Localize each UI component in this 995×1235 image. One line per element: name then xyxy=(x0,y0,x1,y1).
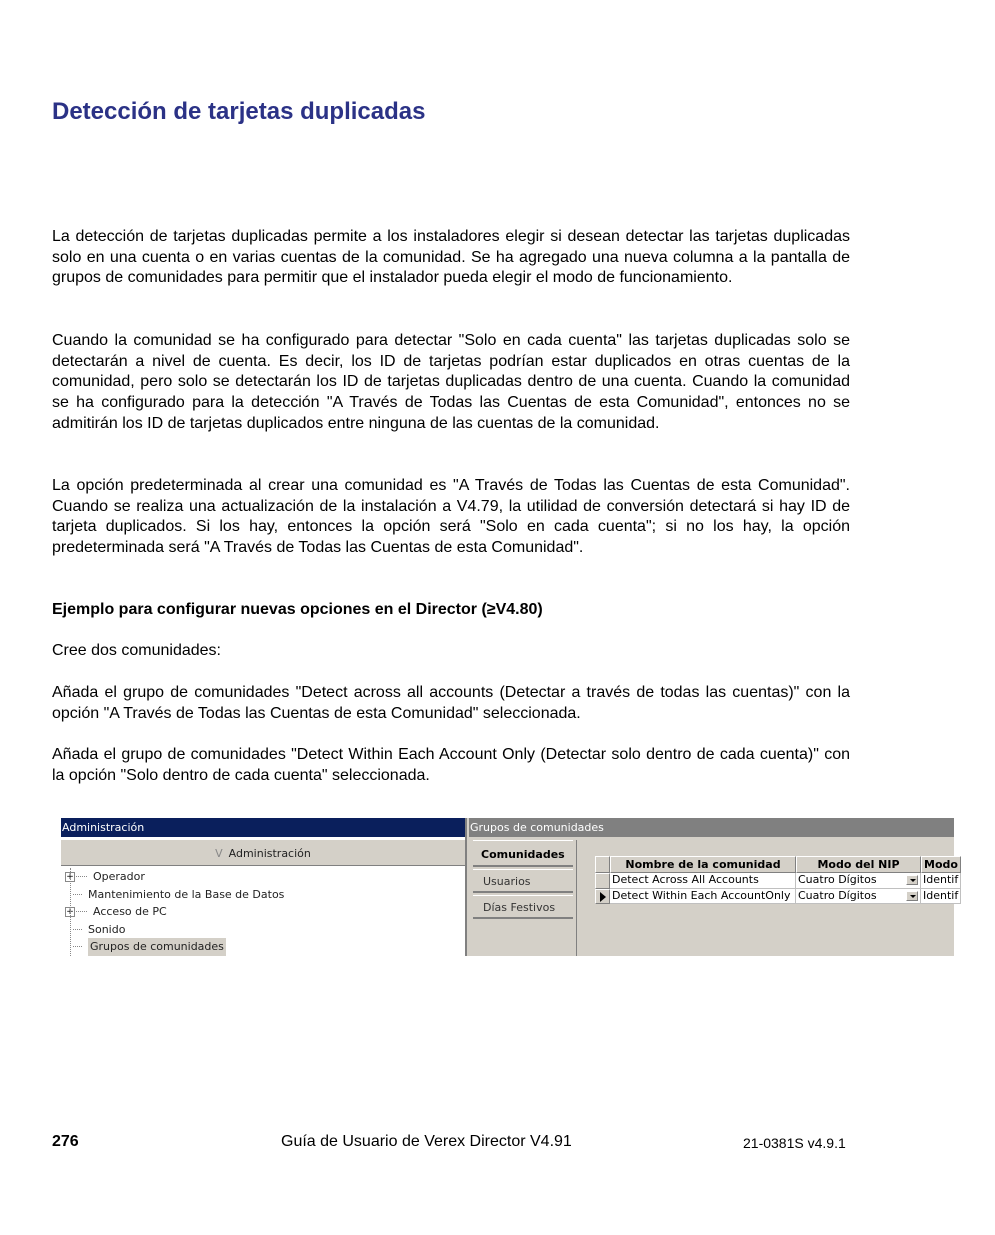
community-groups-titlebar: Grupos de comunidades xyxy=(469,818,954,837)
communities-grid xyxy=(595,856,995,904)
paragraph-add-within: Añada el grupo de comunidades "Detect Within Each Account Only (Detectar solo dentro de cada cuenta)" con la opción "Solo dentro de cada cuenta" seleccionada. xyxy=(52,746,850,784)
paragraph-default: La opción predeterminada al crear una comunidad es "A Través de Todas las Cuentas de esta Comunidad". Cuando se realiza una actualización de la instalación a V4.79, la utilidad de conversión detectará si hay ID de tarjeta duplicados. Si los hay, entonces la opción será "Solo en cada cuenta"; si no los hay, la opción predeterminada será "A Través de Todas las Cuentas de esta Comunidad". xyxy=(52,477,850,557)
grid-body xyxy=(595,873,995,904)
tree-item-label: Mantenimiento de la Base de Datos xyxy=(88,887,285,901)
row-selector[interactable] xyxy=(595,873,610,889)
current-row-pointer-icon xyxy=(600,892,606,902)
tab-dias-festivos[interactable]: Días Festivos xyxy=(473,895,573,919)
page-number: 276 xyxy=(52,1133,79,1150)
row-selector[interactable] xyxy=(595,889,610,905)
pin-mode-cell[interactable] xyxy=(796,889,921,905)
page-title: Detección de tarjetas duplicadas xyxy=(52,98,426,125)
admin-tree xyxy=(61,868,465,956)
column-header-mode[interactable]: Modo xyxy=(921,856,961,873)
community-name-cell[interactable]: Detect Within Each AccountOnly xyxy=(610,889,796,905)
dropdown-arrow-icon[interactable] xyxy=(906,875,918,885)
pin-mode-cell[interactable] xyxy=(796,873,921,889)
grid-corner xyxy=(595,856,610,873)
administration-header-label: Administración xyxy=(228,847,311,860)
tab-usuarios[interactable]: Usuarios xyxy=(473,869,573,893)
tree-item-label: Sonido xyxy=(88,922,126,936)
tree-connector-line xyxy=(70,868,71,956)
tree-item-label: Acceso de PC xyxy=(93,905,167,918)
dropdown-arrow-icon[interactable] xyxy=(906,891,918,901)
column-header-pin-mode[interactable]: Modo del NIP xyxy=(796,856,921,873)
paragraph-add-across: Añada el grupo de comunidades "Detect across all accounts (Detectar a través de todas las cuentas)" con la opción "A Través de Todas las Cuentas de esta Comunidad" seleccionada. xyxy=(52,684,850,722)
tab-comunidades[interactable]: Comunidades xyxy=(473,840,573,867)
side-tabs xyxy=(473,840,577,956)
tree-dots xyxy=(73,894,82,895)
tree-item-operador[interactable] xyxy=(65,868,465,886)
table-row[interactable] xyxy=(595,873,995,889)
administration-header-button[interactable] xyxy=(61,839,465,866)
tree-item-sonido[interactable] xyxy=(65,921,465,939)
paragraph-intro: La detección de tarjetas duplicadas permite a los instaladores elegir si desean detectar las tarjetas duplicadas solo en una cuenta o en varias cuentas de la comunidad. Se ha agregado una nueva columna a la pantalla de grupos de comunidades para permitir que el instalador pueda elegir el modo de funcionamiento. xyxy=(52,228,850,287)
tree-dots xyxy=(76,911,87,912)
paragraph-modes: Cuando la comunidad se ha configurado para detectar "Solo en cada cuenta" las tarjetas duplicadas solo se detectarán a nivel de cuenta. Es decir, los ID de tarjetas podrían estar duplicados en otras cuentas de la comunidad, pero solo se detectarán los ID de tarjetas duplicadas dentro de una cuenta. Cuando la comunidad se ha configurado para la detección "A Través de Todas las Cuentas de esta Comunidad", entonces no se admitirán los ID de tarjetas duplicados entre ninguna de las cuentas de la comunidad. xyxy=(52,332,850,432)
community-groups-panel xyxy=(469,818,959,956)
section-heading: Ejemplo para configurar nuevas opciones en el Director (≥V4.80) xyxy=(52,601,543,618)
embedded-screenshot xyxy=(61,818,959,956)
tree-dots xyxy=(73,929,82,930)
pin-mode-value: Cuatro Dígitos xyxy=(798,888,877,902)
expand-plus-icon[interactable]: + xyxy=(66,871,74,882)
tree-item-mantenimiento[interactable] xyxy=(65,886,465,904)
pin-mode-value: Cuatro Dígitos xyxy=(798,873,877,886)
grid-header-row xyxy=(595,856,995,873)
footer-guide-title: Guía de Usuario de Verex Director V4.91 xyxy=(281,1133,572,1150)
table-row[interactable] xyxy=(595,889,995,905)
community-name-cell[interactable]: Detect Across All Accounts xyxy=(610,873,796,889)
expand-plus-icon[interactable]: + xyxy=(66,906,74,917)
tree-item-label: Operador xyxy=(93,870,145,883)
administration-panel xyxy=(61,818,467,956)
column-header-name[interactable]: Nombre de la comunidad xyxy=(610,856,796,873)
administration-titlebar: Administración xyxy=(61,818,465,837)
tree-item-acceso-pc[interactable] xyxy=(65,903,465,921)
mode-cell[interactable]: Identif xyxy=(921,889,961,905)
tree-item-label: Grupos de comunidades xyxy=(88,938,226,956)
footer-doc-code: 21-0381S v4.9.1 xyxy=(743,1135,846,1151)
tree-dots xyxy=(76,876,87,877)
mode-cell[interactable]: Identif xyxy=(921,873,961,889)
paragraph-create: Cree dos comunidades: xyxy=(52,642,221,659)
tree-item-grupos-comunidades[interactable] xyxy=(65,938,465,956)
tree-dots xyxy=(73,946,82,947)
chevron-down-icon: V xyxy=(215,847,223,860)
